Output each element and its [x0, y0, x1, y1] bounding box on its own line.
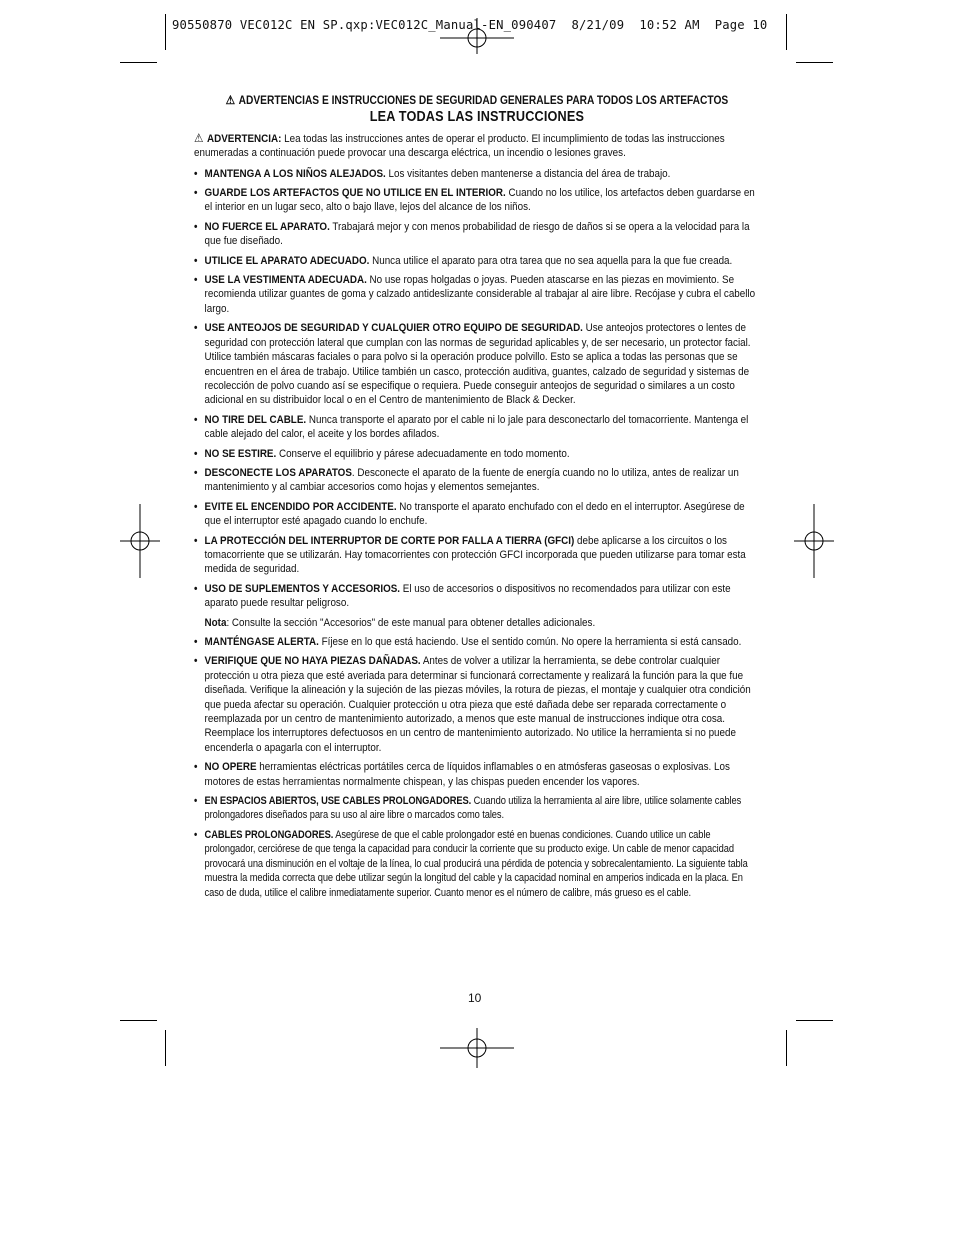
crop-mark	[120, 1020, 157, 1021]
registration-target-left-icon	[120, 504, 160, 578]
crop-mark	[120, 62, 157, 63]
section-subtitle: LEA TODAS LAS INSTRUCCIONES	[369, 109, 585, 126]
crop-mark	[786, 1030, 787, 1066]
section-title-text: ADVERTENCIAS E INSTRUCCIONES DE SEGURIDAD GENERALES PARA TODOS LOS ARTEFACTOS	[238, 94, 729, 107]
warning-text: Lea todas las instrucciones antes de operar el producto. El incumplimiento de todas las instrucciones enumeradas a continuación puede provocar una descarga eléctrica, un incendio o lesiones graves.	[194, 132, 725, 160]
list-item: • DESCONECTE LOS APARATOS. Desconecte el aparato de la fuente de energía cuando no lo utiliza, antes de realizar un mantenimiento y al cambiar accesorios como hojas y elementos semejantes.	[194, 466, 739, 494]
list-item: • VERIFIQUE QUE NO HAYA PIEZAS DAÑADAS. Antes de volver a utilizar la herramienta, se debe controlar cualquier protección u otra pieza que esté averiada para determinar si funcionará correctamente y realizará la función para la que fue diseñada. Verifique la alineación y la sujeción de las piezas móviles, la rotura de piezas, el montaje y cualquier otra condición que pueda afectar su operación. Cualquier protección u otra pieza que esté dañada debe ser reparada correctamente o reemplazada por un centro de mantenimiento autorizado, a menos que este manual de instrucciones indique otra cosa. Reemplace los interruptores defectuosos en un centro de mantenimiento autorizado. No utilice la herramienta si no puede encenderla o apagarla con el interruptor.	[194, 655, 751, 754]
list-item: • USE LA VESTIMENTA ADECUADA. No use ropas holgadas o joyas. Pueden atascarse en las piezas en movimiento. Se recomienda utilizar guantes de goma y calzado antideslizante considerable al trabajar al aire libre. Recójase y cubra el cabello largo.	[194, 274, 756, 315]
list-item: • EVITE EL ENCENDIDO POR ACCIDENTE. No transporte el aparato enchufado con el dedo en el interruptor. Asegúrese de que el interruptor esté apagado cuando lo enchufe.	[194, 500, 745, 528]
list-item: • NO FUERCE EL APARATO. Trabajará mejor y con menos probabilidad de riesgo de daños si se opera a la velocidad para la que fue diseñado.	[194, 220, 750, 248]
list-item: • UTILICE EL APARATO ADECUADO. Nunca utilice el aparato para otra tarea que no sea aquella para la que fue creada.	[194, 254, 733, 267]
list-item: • NO SE ESTIRE. Conserve el equilibrio y párese adecuadamente en todo momento.	[194, 447, 570, 460]
registration-target-bottom-icon	[440, 1028, 514, 1068]
safety-instructions-body	[194, 93, 760, 905]
list-item: • NO OPERE herramientas eléctricas portátiles cerca de líquidos inflamables o en atmósferas gaseosas o explosivas. Los motores de estas herramientas normalmente chispean, y las chispas pueden encender los vapores.	[194, 761, 730, 788]
warning-intro	[194, 131, 760, 161]
note-label: Nota	[204, 616, 227, 629]
crop-mark	[165, 14, 166, 50]
crop-mark	[796, 1020, 833, 1021]
registration-target-top-icon	[440, 18, 514, 54]
accessories-note	[194, 616, 760, 630]
warning-label: ADVERTENCIA:	[206, 132, 282, 145]
list-item: • LA PROTECCIÓN DEL INTERRUPTOR DE CORTE POR FALLA A TIERRA (GFCI) debe aplicarse a los circuitos o los tomacorriente que se utilizarán. Hay tomacorrientes con protección GFCI incorporada que pueden utilizarse para tomar esta medida de seguridad.	[194, 534, 746, 576]
crop-mark	[165, 1030, 166, 1066]
list-item: • CABLES PROLONGADORES. Asegúrese de que el cable prolongador esté en buenas condiciones. Cuando utilice un cable prolongador, cerciórese de que tenga la capacidad para conducir la corriente que su producto exige. Un cable de menor capacidad provocará una disminución en el voltaje de la línea, lo cual producirá una pérdida de potencia y sobrecalentamiento. La siguiente tabla muestra la medida correcta que debe utilizar según la longitud del cable y la capacidad nominal en amperios indicada en la placa. En caso de duda, utilice el calibre inmediatamente superior. Cuanto menor es el número de calibre, más grueso es el cable.	[194, 828, 748, 899]
instruction-list	[194, 167, 760, 611]
list-item: • NO TIRE DEL CABLE. Nunca transporte el aparato por el cable ni lo jale para desconectarlo del tomacorriente. Mantenga el cable alejado del calor, el aceite y los bordes afilados.	[194, 413, 749, 441]
list-item: • GUARDE LOS ARTEFACTOS QUE NO UTILICE EN EL INTERIOR. Cuando no los utilice, los artefactos deben guardarse en el interior en un lugar seco, alto o bajo llave, lejos del alcance de los niños.	[194, 187, 755, 214]
registration-target-right-icon	[794, 504, 834, 578]
list-item: • MANTENGA A LOS NIÑOS ALEJADOS. Los visitantes deben mantenerse a distancia del área de trabajo.	[194, 167, 671, 180]
crop-mark	[796, 62, 833, 63]
list-item: • MANTÉNGASE ALERTA. Fíjese en lo que está haciendo. Use el sentido común. No opere la herramienta si está cansado.	[194, 636, 742, 648]
list-item: • USE ANTEOJOS DE SEGURIDAD Y CUALQUIER OTRO EQUIPO DE SEGURIDAD. Use anteojos protectores o lentes de seguridad con protección lateral que cumplan con las normas de seguridad aplicables y, de ser necesario, un protector facial. Utilice también máscaras faciales o para polvo si la operación produce polvillo. Esto se aplica a todas las personas que se encuentren en el área de trabajo. Utilice también un casco, protección auditiva, guantes, calzado de seguridad y sistemas de recolección de polvo cuando así se especifique o requiera. Puede conseguir anteojos de seguridad o similares a un costo adicional en su distribuidor local o en el Centro de mantenimiento de Black & Decker.	[194, 322, 751, 407]
page-number: 10	[468, 991, 482, 1005]
list-item: • USO DE SUPLEMENTOS Y ACCESORIOS. El uso de accesorios o dispositivos no recomendados para utilizar con este aparato puede resultar peligroso.	[194, 582, 731, 610]
note-text: : Consulte la sección "Accesorios" de este manual para obtener detalles adicionales.	[226, 616, 596, 629]
warning-triangle-icon: ⚠	[194, 130, 204, 145]
crop-mark	[786, 14, 787, 50]
warning-triangle-icon: ⚠	[225, 93, 236, 107]
print-slug-line: 90550870 VEC012C EN SP.qxp:VEC012C_Manual-EN_090407 8/21/09 10:52 AM Page 10	[172, 18, 768, 32]
list-item: • EN ESPACIOS ABIERTOS, USE CABLES PROLONGADORES. Cuando utiliza la herramienta al aire libre, utilice solamente cables prolongadores diseñados para su uso al aire libre o marcados como tales.	[194, 795, 742, 822]
section-title	[194, 93, 760, 108]
instruction-list	[194, 635, 760, 789]
instruction-list-extension-cords	[194, 794, 760, 900]
